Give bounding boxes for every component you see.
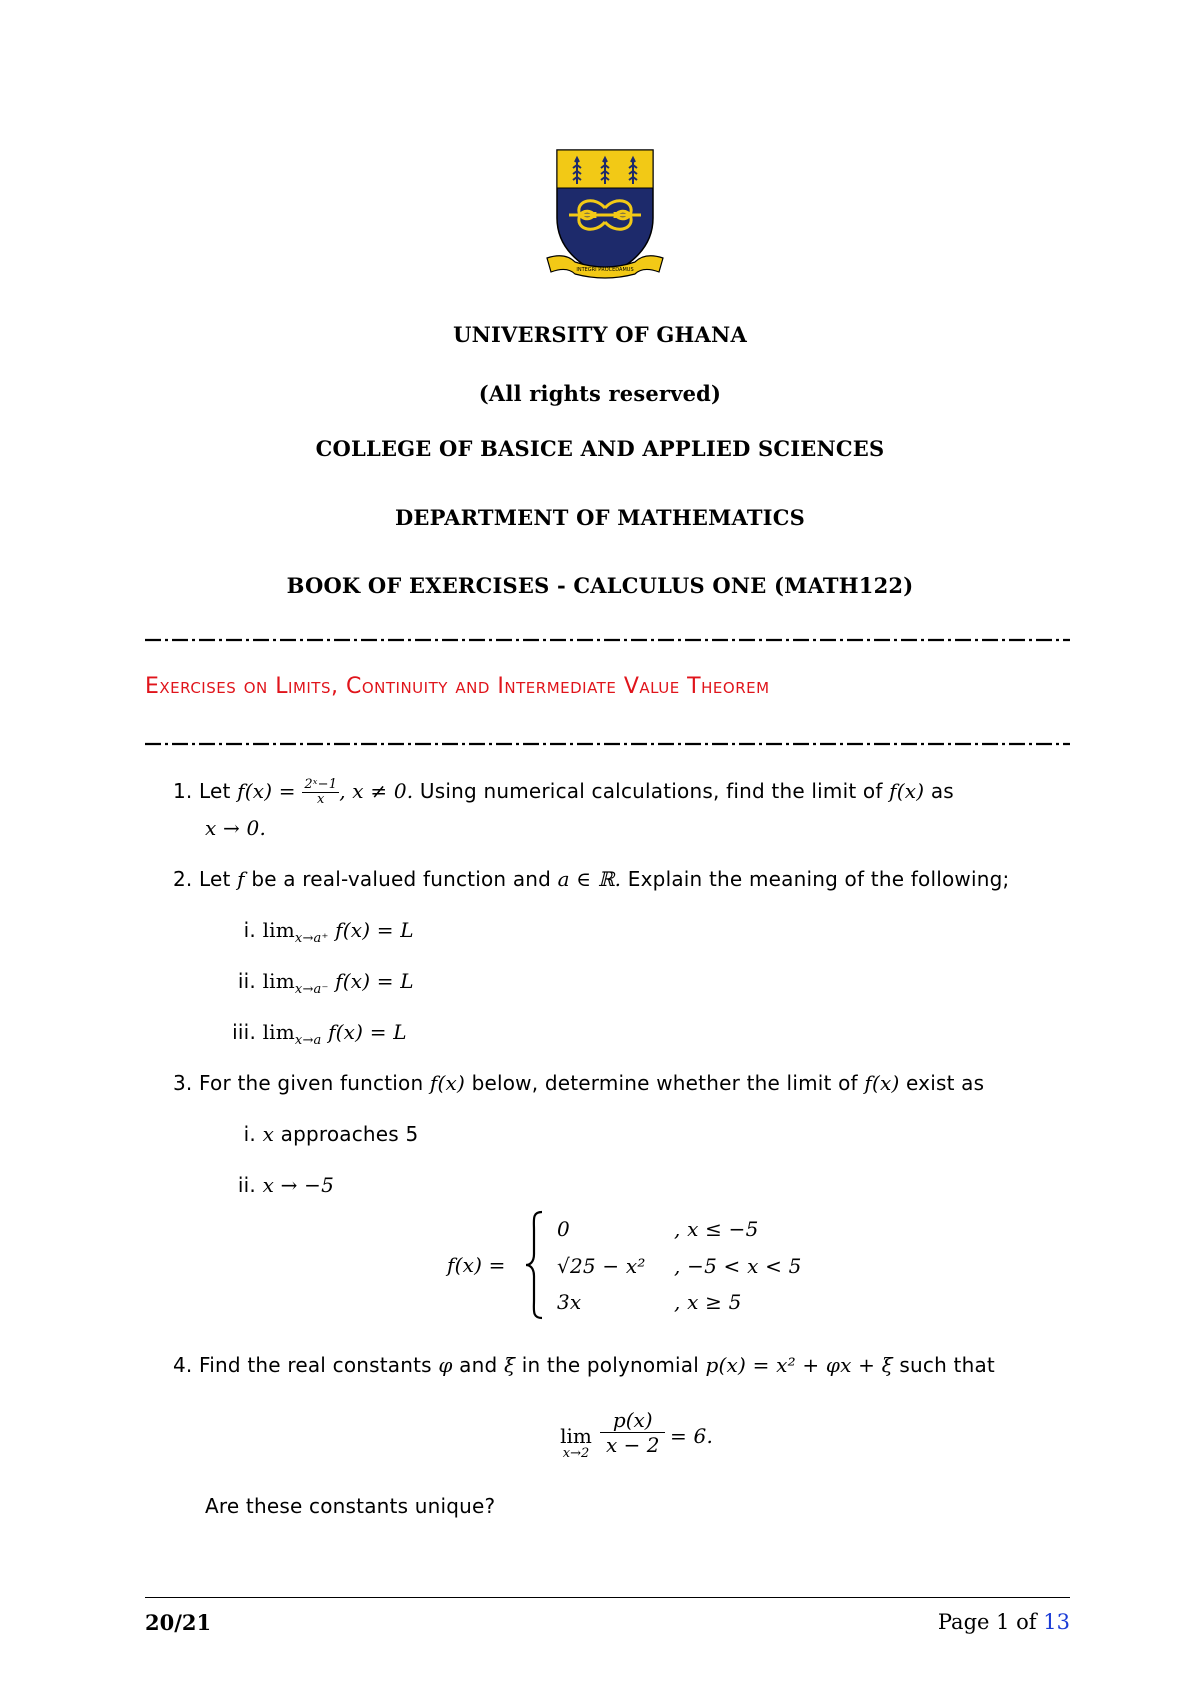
q1-func: f(x) = xyxy=(237,779,296,803)
item-text: approaches 5 xyxy=(280,1122,419,1146)
piecewise-case-3-cond: , x ≥ 5 xyxy=(674,1290,742,1314)
q1-fx: f(x) xyxy=(889,779,925,803)
lim-expression: f(x) = L xyxy=(335,918,414,942)
item-label: i. xyxy=(243,1122,256,1146)
footer-year: 20/21 xyxy=(145,1610,212,1635)
question-number: 4. xyxy=(173,1353,193,1377)
q2-item-i xyxy=(230,918,414,946)
q3-item-i xyxy=(230,1122,418,1146)
q4-rhs: = 6. xyxy=(670,1424,713,1448)
q2-item-iii xyxy=(214,1020,407,1048)
item-label: ii. xyxy=(237,1173,256,1197)
q1-fraction xyxy=(302,778,339,807)
q1-frac-den: x xyxy=(316,792,325,807)
decorative-rule-top xyxy=(145,636,1070,644)
total-pages-link[interactable]: 13 xyxy=(1043,1610,1070,1634)
q3-item-ii xyxy=(222,1173,334,1197)
q3-text-a: For the given function xyxy=(199,1071,424,1095)
question-number: 1. xyxy=(173,779,193,803)
lim-subscript: x→a⁺ xyxy=(294,931,329,946)
q4-followup: Are these constants unique? xyxy=(205,1494,496,1518)
q4-frac-den: x − 2 xyxy=(606,1433,660,1457)
page-prefix: Page 1 of xyxy=(937,1610,1037,1634)
q1-lead: Let xyxy=(199,779,231,803)
crest-motto: INTEGRI PROCEDAMUS xyxy=(576,267,634,273)
piecewise-case-2-cond: , −5 < x < 5 xyxy=(674,1254,802,1278)
decorative-rule-bottom xyxy=(145,740,1070,748)
university-name: UNIVERSITY OF GHANA xyxy=(453,322,747,347)
piecewise-brace xyxy=(524,1210,544,1320)
q4-phi: φ xyxy=(438,1353,453,1377)
lim-subscript: x→a⁻ xyxy=(294,982,329,997)
q1-frac-num: 2ˣ−1 xyxy=(304,777,338,792)
q4-and: and xyxy=(459,1353,498,1377)
q4-poly: p(x) = x² + φx + ξ xyxy=(705,1353,893,1377)
university-crest-logo xyxy=(545,148,665,283)
question-1-line1 xyxy=(173,778,954,807)
question-number: 3. xyxy=(173,1071,193,1095)
q4-text-c: such that xyxy=(899,1353,995,1377)
item-math: x → −5 xyxy=(262,1173,334,1197)
q2-text-a: Let xyxy=(199,867,231,891)
lim-word: lim xyxy=(262,1020,295,1044)
q4-lim-word: lim xyxy=(560,1424,592,1448)
question-3 xyxy=(173,1071,984,1095)
q3-text-b: below, determine whether the limit of xyxy=(471,1071,858,1095)
item-math: x xyxy=(262,1122,275,1146)
lim-subscript: x→a xyxy=(294,1033,322,1048)
item-label: ii. xyxy=(237,969,256,993)
piecewise-case-1-value: 0 xyxy=(557,1217,570,1241)
q2-item-ii xyxy=(222,969,414,997)
q4-fraction xyxy=(600,1408,665,1457)
q4-text-b: in the polynomial xyxy=(521,1353,699,1377)
piecewise-case-1-cond: , x ≤ −5 xyxy=(674,1217,759,1241)
department-name: DEPARTMENT OF MATHEMATICS xyxy=(395,505,805,530)
q1-text: Using numerical calculations, find the limit of xyxy=(419,779,883,803)
q2-text-b: be a real-valued function and xyxy=(251,867,552,891)
q1-condition: , x ≠ 0. xyxy=(339,779,414,803)
q2-text-c: Explain the meaning of the following; xyxy=(627,867,1010,891)
lim-expression: f(x) = L xyxy=(328,1020,407,1044)
q4-lim-subscript: x→2 xyxy=(562,1446,590,1461)
footer-rule xyxy=(145,1597,1070,1598)
college-name: COLLEGE OF BASICE AND APPLIED SCIENCES xyxy=(315,436,885,461)
q1-line2: x → 0. xyxy=(205,816,267,840)
piecewise-case-2-value: √25 − x² xyxy=(557,1254,646,1278)
rights-notice: (All rights reserved) xyxy=(478,381,722,406)
piecewise-lhs: f(x) = xyxy=(447,1253,506,1277)
question-number: 2. xyxy=(173,867,193,891)
q2-a-in-R: a ∈ ℝ. xyxy=(557,867,622,891)
piecewise-case-3-value: 3x xyxy=(557,1290,582,1314)
q4-text-a: Find the real constants xyxy=(199,1353,432,1377)
q4-xi: ξ xyxy=(503,1353,516,1377)
item-label: iii. xyxy=(232,1020,256,1044)
question-2 xyxy=(173,867,1009,891)
item-label: i. xyxy=(243,918,256,942)
q4-lim-block xyxy=(556,1424,596,1461)
q3-fx2: f(x) xyxy=(864,1071,900,1095)
question-4 xyxy=(173,1353,995,1377)
q3-text-c: exist as xyxy=(906,1071,985,1095)
q2-f: f xyxy=(237,867,245,891)
book-title: BOOK OF EXERCISES - CALCULUS ONE (MATH122) xyxy=(286,573,914,598)
lim-expression: f(x) = L xyxy=(335,969,414,993)
q1-as: as xyxy=(930,779,954,803)
section-title: Exercises on Limits, Continuity and Intermediate Value Theorem xyxy=(145,674,770,699)
lim-word: lim xyxy=(262,918,295,942)
q4-frac-num: p(x) xyxy=(600,1408,665,1433)
lim-word: lim xyxy=(262,969,295,993)
footer-page-number xyxy=(938,1610,1070,1634)
q3-fx: f(x) xyxy=(429,1071,466,1095)
